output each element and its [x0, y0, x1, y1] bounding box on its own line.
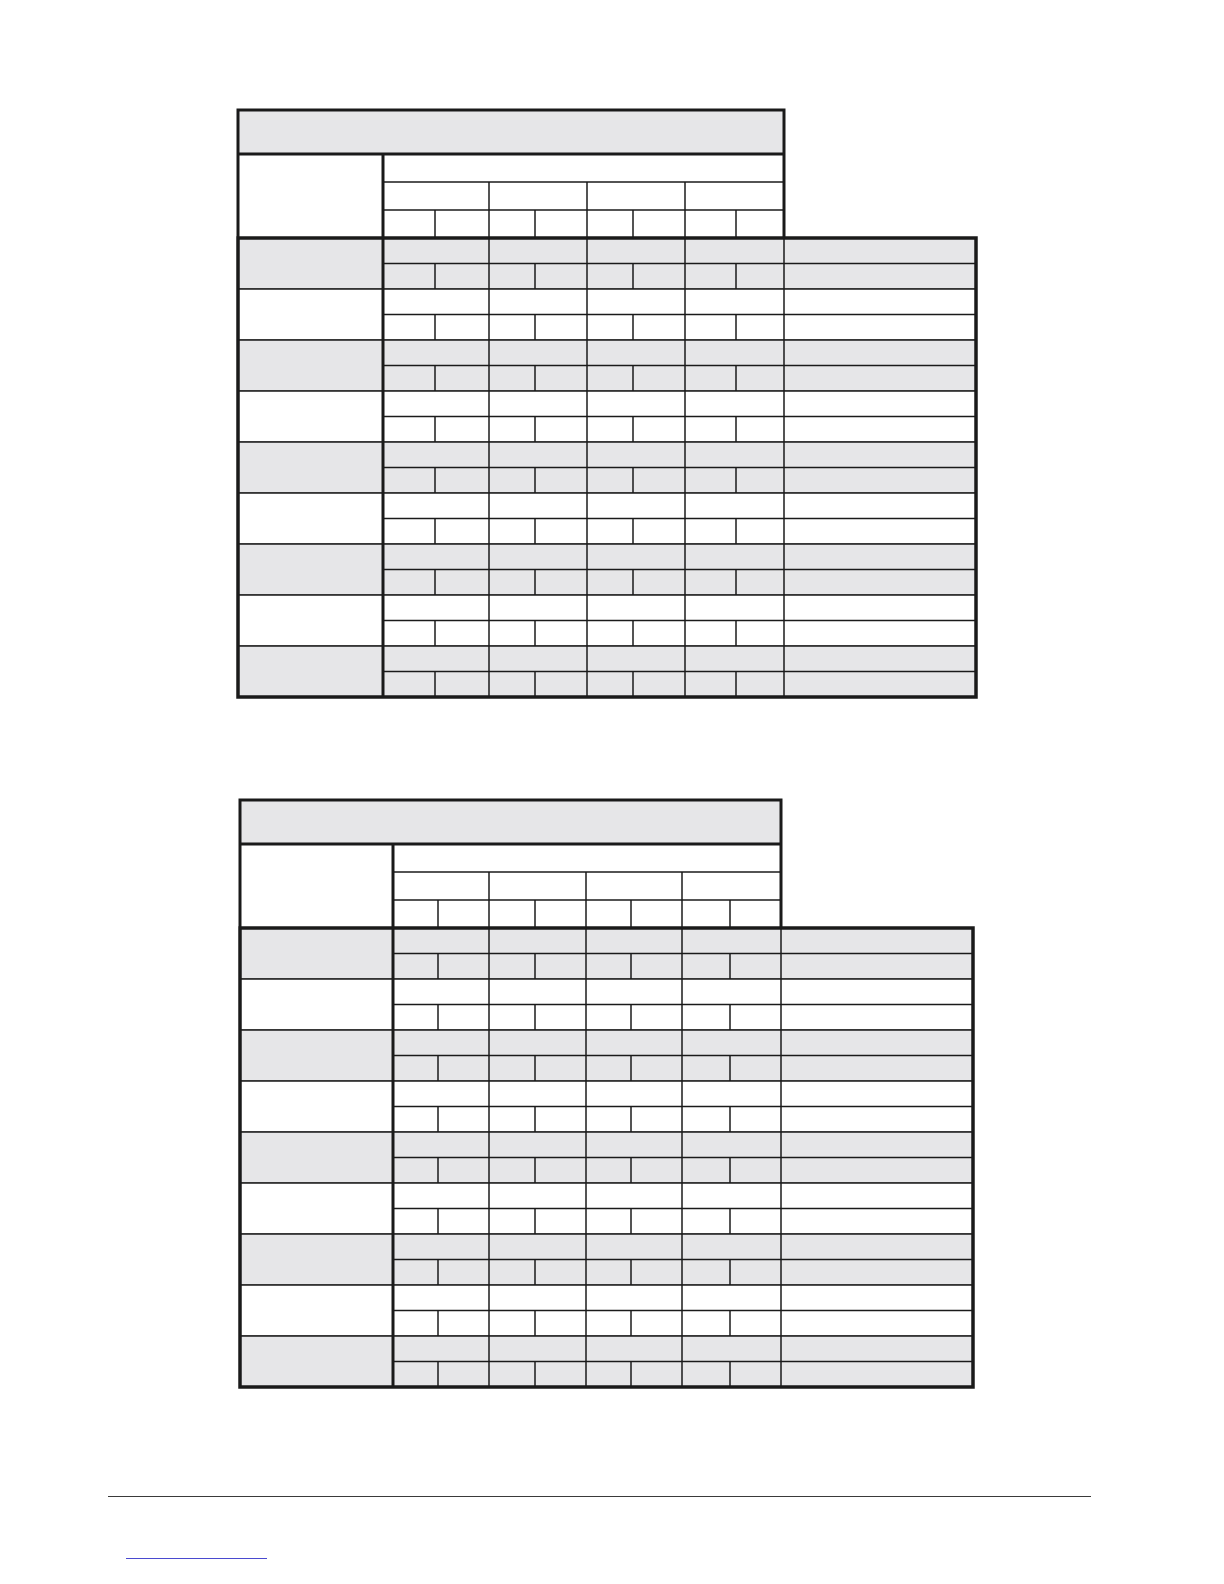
- record-label-cell: [240, 928, 393, 979]
- record-label-cell: [238, 442, 383, 493]
- form-grid-2: [238, 798, 976, 1392]
- footer-link-underline[interactable]: [126, 1558, 267, 1559]
- footer-divider: [108, 1496, 1091, 1497]
- blank-form-table-1: [236, 108, 978, 702]
- record-label-cell: [240, 1336, 393, 1387]
- record-label-cell: [240, 979, 393, 1030]
- record-label-cell: [238, 340, 383, 391]
- blank-form-table-2: [238, 798, 976, 1392]
- record-label-cell: [238, 289, 383, 340]
- title-bar: [240, 800, 781, 844]
- record-label-cell: [240, 1183, 393, 1234]
- record-label-cell: [238, 238, 383, 289]
- record-label-cell: [240, 1081, 393, 1132]
- title-bar: [238, 110, 784, 154]
- record-label-cell: [238, 595, 383, 646]
- header-block: [240, 844, 781, 928]
- record-label-cell: [238, 391, 383, 442]
- record-label-cell: [238, 493, 383, 544]
- form-grid-1: [236, 108, 978, 702]
- record-label-cell: [238, 544, 383, 595]
- record-label-cell: [240, 1285, 393, 1336]
- record-label-cell: [240, 1132, 393, 1183]
- record-label-cell: [240, 1234, 393, 1285]
- header-block: [238, 154, 784, 238]
- record-label-cell: [238, 646, 383, 697]
- record-label-cell: [240, 1030, 393, 1081]
